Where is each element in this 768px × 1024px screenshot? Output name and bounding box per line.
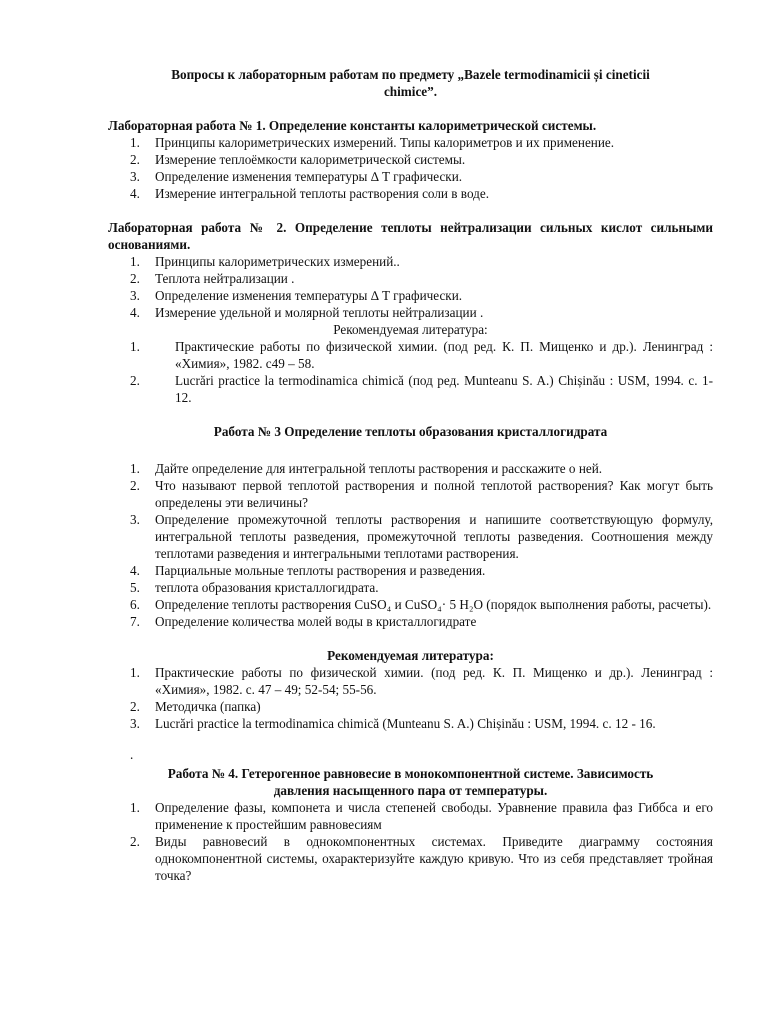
list-number: 1. [130,665,140,680]
list-item [108,511,713,562]
list-item [108,562,713,579]
list-item [108,253,713,270]
list-item [108,715,713,732]
list-item [108,833,713,884]
list-item [108,185,713,202]
lab3-literature [108,664,713,732]
list-text: Определение количества молей воды в кристаллогидрате [155,614,477,629]
list-text: Принципы калориметрических измерений. Типы калориметров и их применение. [155,135,615,150]
list-number: 5. [130,580,140,595]
list-text: Измерение теплоёмкости калориметрической системы. [155,152,466,167]
header-line-2: chimice”. [383,84,438,99]
list-item [108,134,713,151]
lab4-section [108,765,713,884]
lab4-title-line-2: давления насыщенного пара от температуры. [273,783,548,798]
document-header [108,66,713,100]
list-text: Определение фазы, компонета и числа степеней свободы. Уравнение правила фаз Гиббса и его применение к простейшим равновесиям [155,800,713,832]
lab2-questions [108,253,713,321]
list-item [108,460,713,477]
list-number: 3. [130,716,140,731]
lab2-literature-title: Рекомендуемая литература: [333,322,488,337]
list-item [108,579,713,596]
list-number: 3. [130,512,140,527]
list-number: 2. [130,478,140,493]
list-text: Что называют первой теплотой растворения и полной теплотой растворения? Как могут быть определены эти величины? [155,478,713,510]
list-item [108,596,713,613]
list-number: 1. [130,800,140,815]
list-number: 3. [130,169,140,184]
list-number: 4. [130,563,140,578]
list-number: 2. [130,834,140,849]
list-number: 1. [130,461,140,476]
list-item [108,168,713,185]
list-item [108,698,713,715]
lab3-questions [108,460,713,630]
list-number: 6. [130,597,140,612]
list-number: 2. [130,373,140,388]
list-text: теплота образования кристаллогидрата. [155,580,379,595]
list-number: 7. [130,614,140,629]
list-number: 4. [130,305,140,320]
lab2-literature [108,338,713,406]
list-text: Определение промежуточной теплоты растворения и напишите соответствующую формулу, интегральной теплоты разведения, промежуточной теплоты разведения. Соотношения между теплотами разведения и интегральными теплотами растворения. [155,512,713,561]
document-page [108,66,713,884]
list-text: Виды равновесий в однокомпонентных системах. Приведите диаграмму состояния однокомпонентной системы, охарактеризуйте каждую кривую. Что из себя представляет тройная точка? [155,834,713,883]
list-item [108,304,713,321]
list-number: 1. [130,339,140,354]
list-text: Определение изменения температуры ∆ T графически. [155,169,463,184]
list-text: Определение теплоты растворения CuSO₄ и CuSO₄· 5 H₂O (порядок выполнения работы, расчеты). [155,597,712,612]
list-item [108,270,713,287]
lab4-title [108,765,713,799]
list-text: Дайте определение для интегральной теплоты растворения и расскажите о ней. [155,461,603,476]
lab4-questions [108,799,713,884]
lab3-literature-title: Рекомендуемая литература: [327,648,494,663]
list-item [108,151,713,168]
list-text: Парциальные мольные теплоты растворения и разведения. [155,563,486,578]
lab4-title-line-1: Работа № 4. Гетерогенное равновесие в монокомпонентной системе. Зависимость [167,766,654,781]
list-item [108,613,713,630]
list-text: Измерение интегральной теплоты растворения соли в воде. [155,186,490,201]
list-number: 4. [130,186,140,201]
list-text: Практические работы по физической химии. (под ред. К. П. Мищенко и др.). Ленинград : «Химия», 1982. с. 47 – 49; 52-54; 55-56. [155,665,713,697]
lab2-title: Лабораторная работа № 2. Определение теплоты нейтрализации сильных кислот сильными основаниями. [108,220,713,252]
list-number: 2. [130,152,140,167]
list-text: Lucrări practice la termodinamica chimică (под ред. Munteanu S. A.) Chișinău : USM, 1994. c. 1- 12. [175,373,713,405]
list-number: 2. [130,271,140,286]
lab1-questions [108,134,713,202]
list-number: 1. [130,135,140,150]
stray-dot: . [130,747,134,762]
list-text: Методичка (папка) [155,699,261,714]
list-item [108,372,713,406]
list-item [108,664,713,698]
header-line-1: Вопросы к лабораторным работам по предмету „Bazele termodinamicii și cineticii [171,67,650,82]
list-item [108,338,713,372]
lab3-section [108,423,713,763]
lab1-section [108,117,713,202]
list-number: 1. [130,254,140,269]
list-text: Lucrări practice la termodinamica chimică (Munteanu S. A.) Chișinău : USM, 1994. c. 12 - 16. [155,716,656,731]
list-number: 2. [130,699,140,714]
lab3-title: Работа № 3 Определение теплоты образования кристаллогидрата [213,424,608,439]
list-item [108,477,713,511]
list-text: Определение изменения температуры ∆ T графически. [155,288,463,303]
list-text: Практические работы по физической химии. (под ред. К. П. Мищенко и др.). Ленинград : «Химия», 1982. с49 – 58. [175,339,713,371]
list-text: Измерение удельной и молярной теплоты нейтрализации . [155,305,484,320]
list-text: Теплота нейтрализации . [155,271,295,286]
lab1-title: Лабораторная работа № 1. Определение константы калориметрической системы. [108,118,597,133]
list-item [108,287,713,304]
list-item [108,799,713,833]
list-number: 3. [130,288,140,303]
list-text: Принципы калориметрических измерений.. [155,254,400,269]
lab2-section [108,219,713,406]
